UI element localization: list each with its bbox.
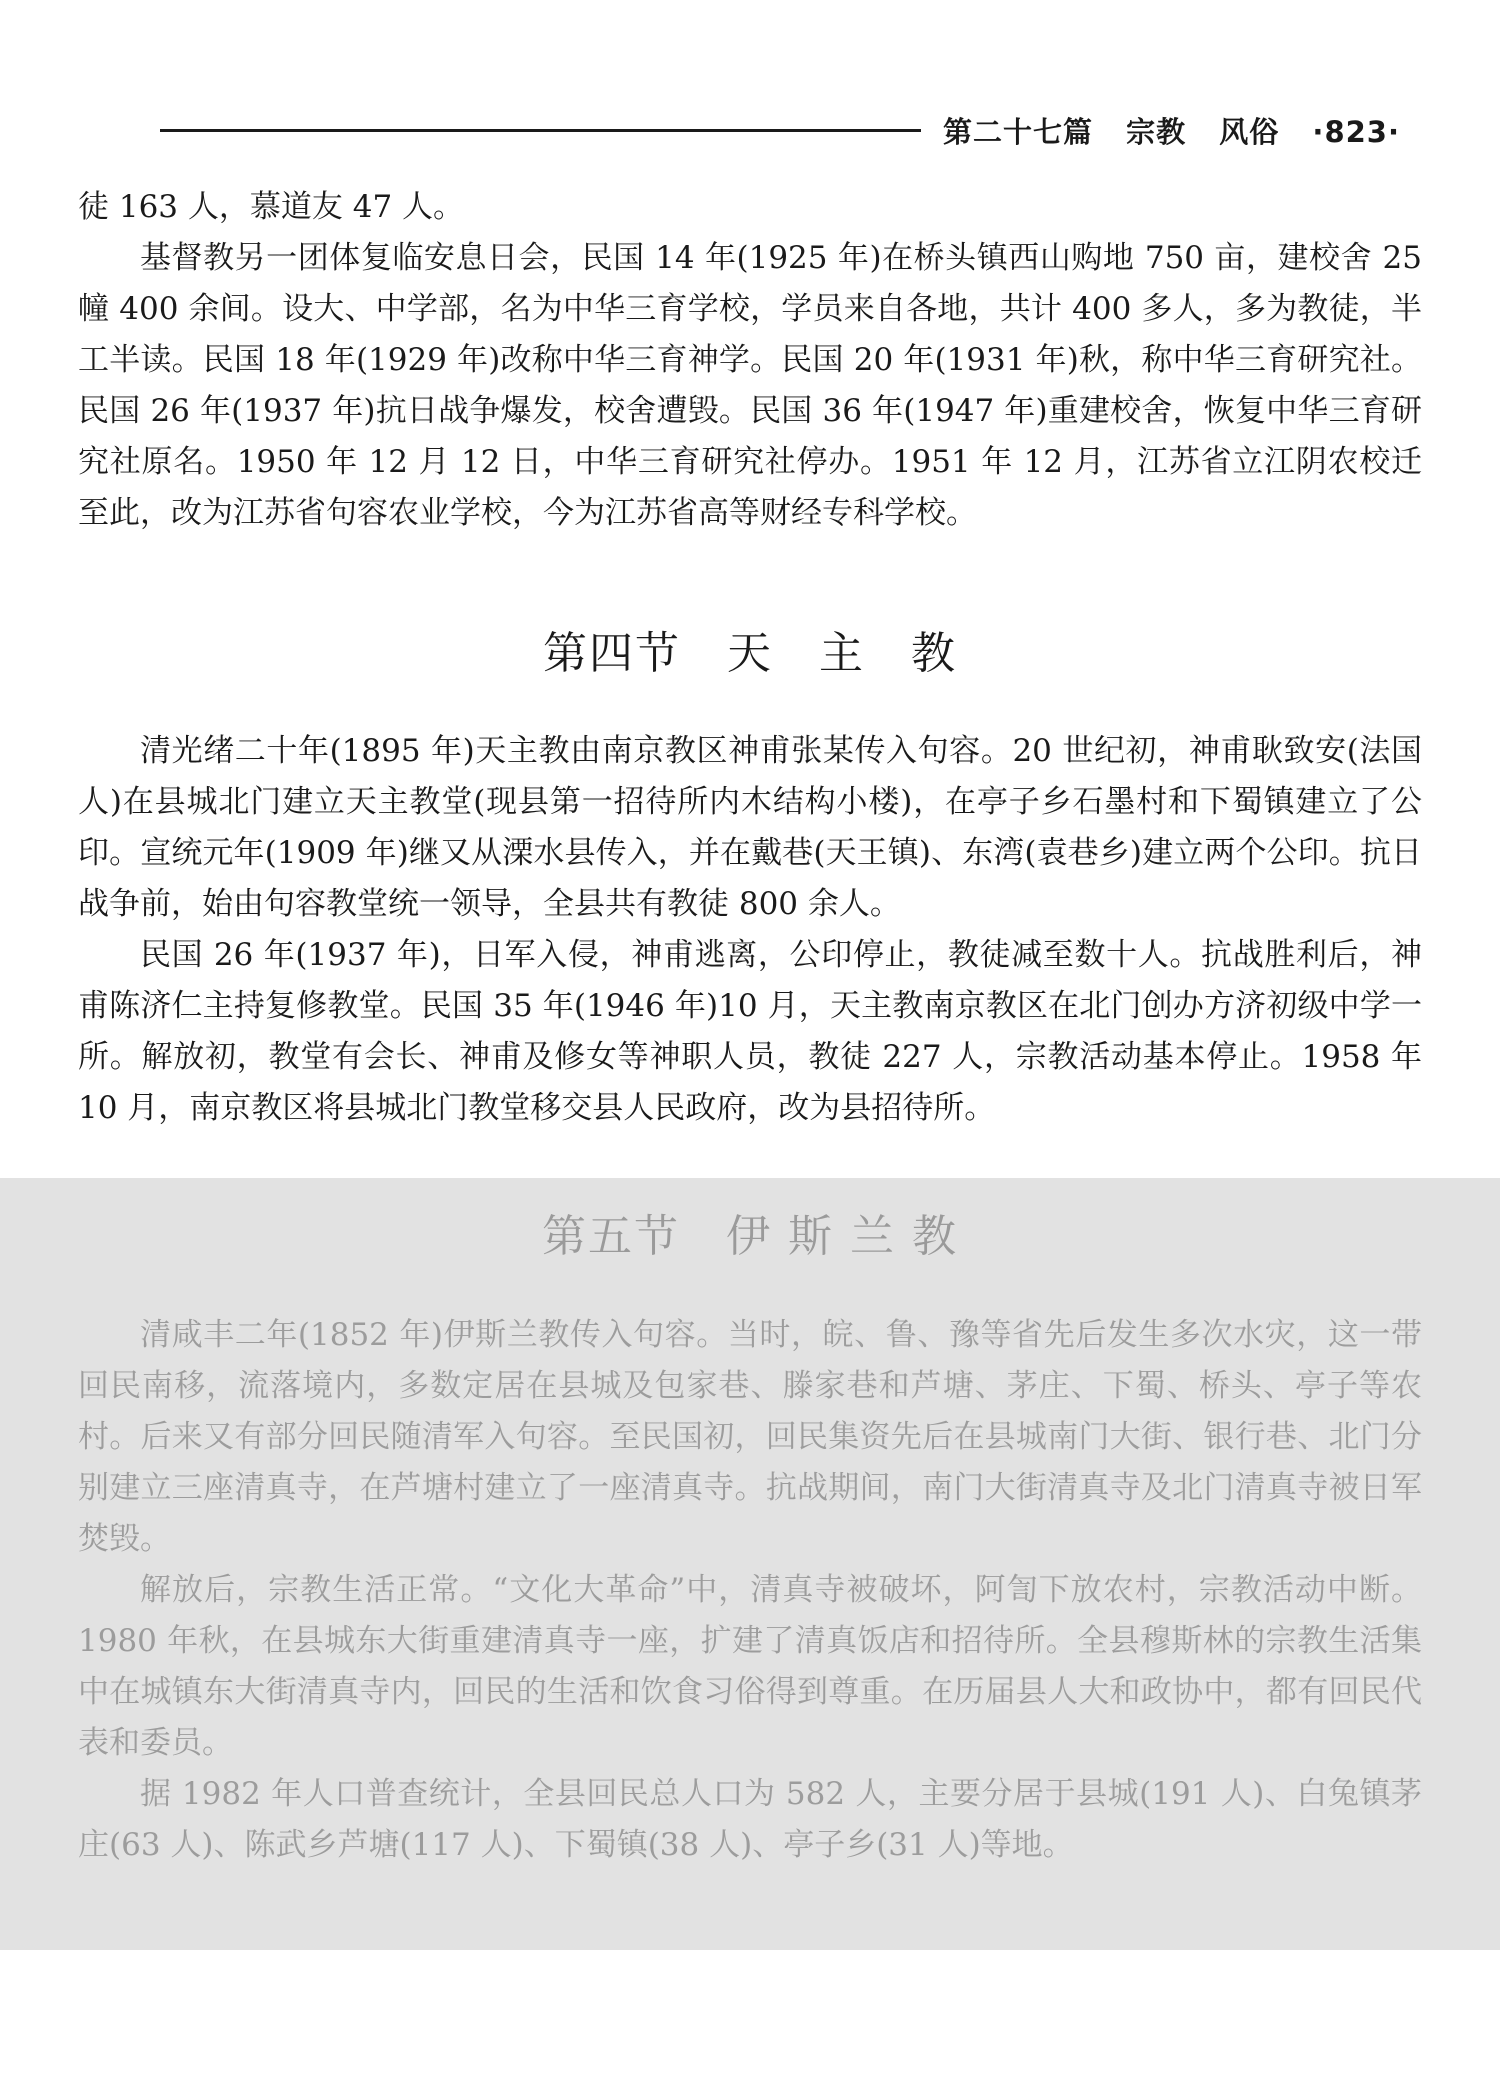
header-topic-religion: 宗教 — [1126, 114, 1187, 149]
continued-text-block — [78, 182, 1422, 539]
paragraph: 据 1982 年人口普查统计，全县回民总人口为 582 人，主要分居于县城(191 人)、白兔镇茅庄(63 人)、陈武乡芦塘(117 人)、下蜀镇(38 人)、亭子乡(31 人)等地。 — [78, 1776, 1422, 1863]
paragraph: 清光绪二十年(1895 年)天主教由南京教区神甫张某传入句容。20 世纪初，神甫耿致安(法国人)在县城北门建立天主教堂(现县第一招待所内木结构小楼)，在亭子乡石墨村和下蜀镇建立了公印。宣统元年(1909 年)继又从溧水县传入，并在戴巷(天王镇)、东湾(袁巷乡)建立两个公印。抗日战争前，始由句容教堂统一领导，全县共有教徒 800 余人。 — [78, 733, 1422, 922]
islam-text-block — [78, 1310, 1422, 1871]
page-number: ·823· — [1312, 114, 1400, 149]
header-chapter: 第二十七篇 — [943, 114, 1094, 149]
header-topic-customs: 风俗 — [1219, 114, 1280, 149]
paragraph: 解放后，宗教生活正常。“文化大革命”中，清真寺被破坏，阿訇下放农村，宗教活动中断。1980 年秋，在县城东大街重建清真寺一座，扩建了清真饭店和招待所。全县穆斯林的宗教生活集中在城镇东大街清真寺内，回民的生活和饮食习俗得到尊重。在历届县人大和政协中，都有回民代表和委员。 — [78, 1572, 1422, 1761]
section-title-catholicism: 第四节 天 主 教 — [543, 628, 957, 679]
paragraph: 民国 26 年(1937 年)，日军入侵，神甫逃离，公印停止，教徒减至数十人。抗战胜利后，神甫陈济仁主持复修教堂。民国 35 年(1946 年)10 月，天主教南京教区在北门创办方济初级中学一所。解放初，教堂有会长、神甫及修女等神职人员，教徒 227 人，宗教活动基本停止。1958 年 10 月，南京教区将县城北门教堂移交县人民政府，改为县招待所。 — [78, 937, 1422, 1126]
catholicism-text-block — [78, 726, 1422, 1134]
running-header — [160, 108, 1400, 152]
highlighted-region — [0, 1178, 1500, 1950]
paragraph: 徒 163 人，慕道友 47 人。 — [78, 189, 465, 225]
paragraph: 基督教另一团体复临安息日会，民国 14 年(1925 年)在桥头镇西山购地 750 亩，建校舍 25 幢 400 余间。设大、中学部，名为中华三育学校，学员来自各地，共计 400 多人，多为教徒，半工半读。民国 18 年(1929 年)改称中华三育神学。民国 20 年(1931 年)秋，称中华三育研究社。民国 26 年(1937 年)抗日战争爆发，校舍遭毁。民国 36 年(1947 年)重建校舍，恢复中华三育研究社原名。1950 年 12 月 12 日，中华三育研究社停办。1951 年 12 月，江苏省立江阴农校迁至此，改为江苏省句容农业学校，今为江苏省高等财经专科学校。 — [78, 240, 1422, 531]
header-rule — [160, 129, 921, 132]
paragraph: 清咸丰二年(1852 年)伊斯兰教传入句容。当时，皖、鲁、豫等省先后发生多次水灾，这一带回民南移，流落境内，多数定居在县城及包家巷、滕家巷和芦塘、茅庄、下蜀、桥头、亭子等农村。后来又有部分回民随清军入句容。至民国初，回民集资先后在县城南门大街、银行巷、北门分别建立三座清真寺，在芦塘村建立了一座清真寺。抗战期间，南门大街清真寺及北门清真寺被日军焚毁。 — [78, 1317, 1422, 1557]
header-text — [943, 110, 1400, 151]
section-title-islam: 第五节 伊 斯 兰 教 — [542, 1211, 958, 1262]
